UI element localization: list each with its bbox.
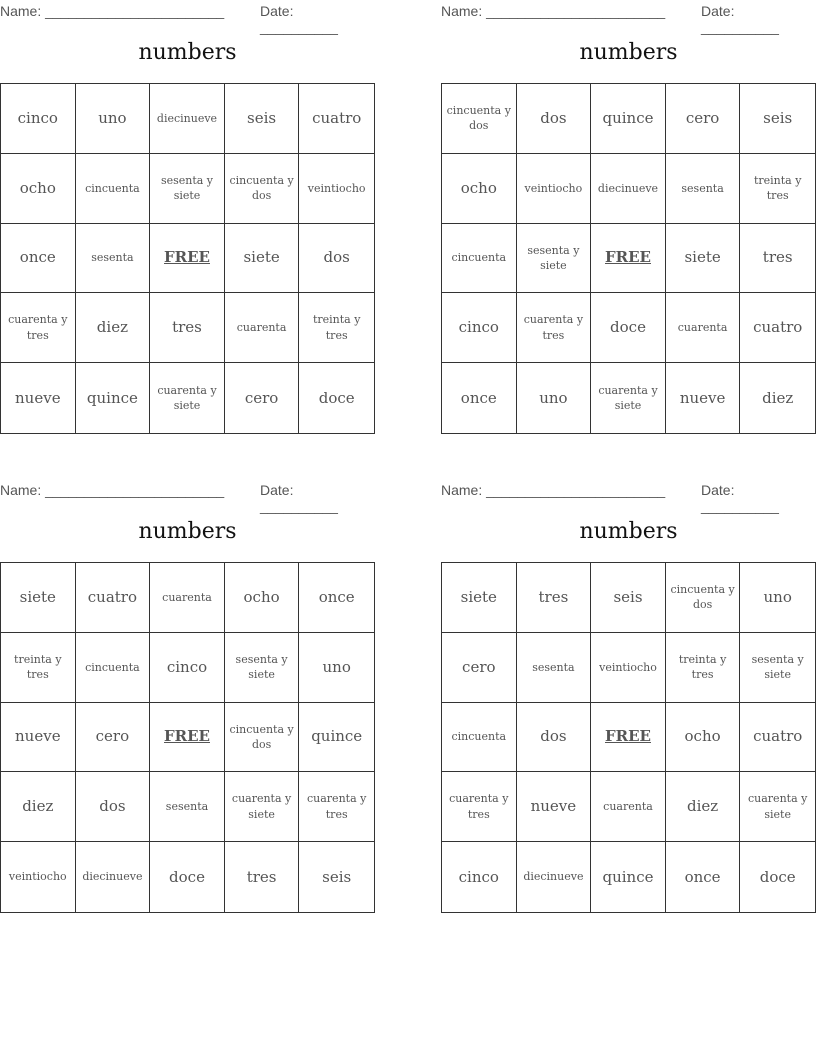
bingo-cell: siete [666,224,741,294]
bingo-cell: sesenta y siete [225,633,300,703]
card-title: numbers [138,40,237,65]
free-space: FREE [150,703,225,773]
bingo-cell: diez [762,388,794,407]
bingo-cell: cincuenta y dos [666,563,741,633]
card-header [0,482,375,514]
bingo-cell: once [442,363,517,433]
bingo-cell: tres [225,842,300,912]
bingo-cell: cincuenta [442,703,517,773]
bingo-grid [441,83,816,434]
bingo-cell: sesenta [76,224,151,294]
bingo-cell: doce [318,388,355,407]
bingo-cell: treinta y tres [666,633,741,703]
bingo-cell: once [299,563,374,633]
bingo-cell: quince [299,703,374,773]
bingo-cell: diecinueve [517,842,592,912]
bingo-cell: cuarenta [666,293,741,363]
bingo-cell: seis [322,867,352,886]
bingo-cell: cuarenta y tres [517,293,592,363]
name-field: Name: _______________________ [0,482,225,498]
bingo-cell: cero [442,633,517,703]
bingo-cell: ocho [225,563,300,633]
bingo-cell: cuarenta y tres [299,772,374,842]
bingo-card-4 [441,479,816,914]
bingo-cell: dos [299,224,374,294]
bingo-cell: seis [225,84,300,154]
bingo-cell: sesenta [666,154,741,224]
bingo-cell: quince [591,84,666,154]
date-field: Date: __________ [701,482,779,514]
bingo-cell: siete [225,224,300,294]
bingo-cell: sesenta y siete [740,633,815,703]
bingo-cell: cuarenta [225,293,300,363]
bingo-cell: tres [517,563,592,633]
bingo-cell: sesenta [517,633,592,703]
bingo-cell: veintiocho [299,154,374,224]
bingo-cell: nueve [1,703,76,773]
bingo-cell: cuarenta [591,772,666,842]
bingo-cell: doce [591,293,666,363]
bingo-cell: diecinueve [150,84,225,154]
bingo-cell: diecinueve [591,154,666,224]
bingo-cell: ocho [666,703,741,773]
bingo-cell: cinco [1,84,76,154]
bingo-cell: uno [740,563,815,633]
bingo-cell: veintiocho [517,154,592,224]
bingo-cell: doce [150,842,225,912]
bingo-cell: cincuenta y dos [442,84,517,154]
bingo-cell: tres [150,293,225,363]
card-header [0,3,375,35]
bingo-cell: cuarenta y siete [740,772,815,842]
bingo-cell: dos [76,772,151,842]
bingo-cell: veintiocho [591,633,666,703]
bingo-card-1 [0,0,375,435]
bingo-cell: cero [666,84,741,154]
bingo-cell: cinco [442,293,517,363]
bingo-card-3 [0,479,375,914]
name-field: Name: _______________________ [441,3,666,19]
bingo-cell: sesenta y siete [517,224,592,294]
bingo-cell: dos [517,84,592,154]
bingo-cell: cinco [150,633,225,703]
bingo-cell: tres [740,224,815,294]
bingo-cell: siete [1,563,76,633]
bingo-cell: cincuenta [76,154,151,224]
bingo-cell: seis [591,563,666,633]
bingo-cell: cuatro [299,84,374,154]
date-field: Date: __________ [260,3,338,35]
bingo-cell: cincuenta y dos [225,154,300,224]
bingo-cell: doce [759,867,796,886]
bingo-cell: nueve [1,363,76,433]
bingo-cell: nueve [517,772,592,842]
bingo-cell: nueve [666,363,741,433]
bingo-cell: uno [76,84,151,154]
bingo-cell: diecinueve [76,842,151,912]
bingo-cell: cincuenta y dos [225,703,300,773]
bingo-cell: ocho [1,154,76,224]
bingo-cell: veintiocho [1,842,76,912]
bingo-cell: cuarenta y siete [225,772,300,842]
card-header [441,3,816,35]
bingo-cell: cincuenta [442,224,517,294]
bingo-cell: treinta y tres [740,154,815,224]
card-title: numbers [579,519,678,544]
bingo-cell: cuarenta y siete [591,363,666,433]
bingo-cell: cuatro [740,293,815,363]
bingo-grid [441,562,816,913]
free-space: FREE [591,224,666,294]
free-space: FREE [150,224,225,294]
bingo-cell: treinta y tres [1,633,76,703]
bingo-cell: diez [666,772,741,842]
bingo-cell: cero [76,703,151,773]
bingo-cell: uno [299,633,374,703]
bingo-cell: once [666,842,741,912]
date-field: Date: __________ [260,482,338,514]
name-field: Name: _______________________ [0,3,225,19]
bingo-cell: quince [591,842,666,912]
bingo-cell: cuarenta y siete [150,363,225,433]
bingo-cell: quince [76,363,151,433]
bingo-cell: ocho [442,154,517,224]
bingo-cell: diez [76,293,151,363]
free-space: FREE [591,703,666,773]
bingo-cell: cinco [442,842,517,912]
bingo-cell: once [1,224,76,294]
bingo-card-2 [441,0,816,435]
bingo-grid [0,562,375,913]
bingo-cell: treinta y tres [299,293,374,363]
bingo-cell: cuarenta y tres [1,293,76,363]
card-title: numbers [579,40,678,65]
card-title: numbers [138,519,237,544]
card-header [441,482,816,514]
bingo-cell: seis [740,84,815,154]
bingo-cell: sesenta y siete [150,154,225,224]
bingo-cell: cero [225,363,300,433]
name-field: Name: _______________________ [441,482,666,498]
bingo-cell: cuarenta [150,563,225,633]
date-field: Date: __________ [701,3,779,35]
bingo-cell: sesenta [150,772,225,842]
bingo-cell: cuatro [740,703,815,773]
bingo-cell: siete [442,563,517,633]
bingo-cell: uno [517,363,592,433]
bingo-cell: dos [517,703,592,773]
bingo-cell: cuarenta y tres [442,772,517,842]
bingo-cell: diez [1,772,76,842]
bingo-cell: cuatro [76,563,151,633]
bingo-cell: cincuenta [76,633,151,703]
bingo-grid [0,83,375,434]
